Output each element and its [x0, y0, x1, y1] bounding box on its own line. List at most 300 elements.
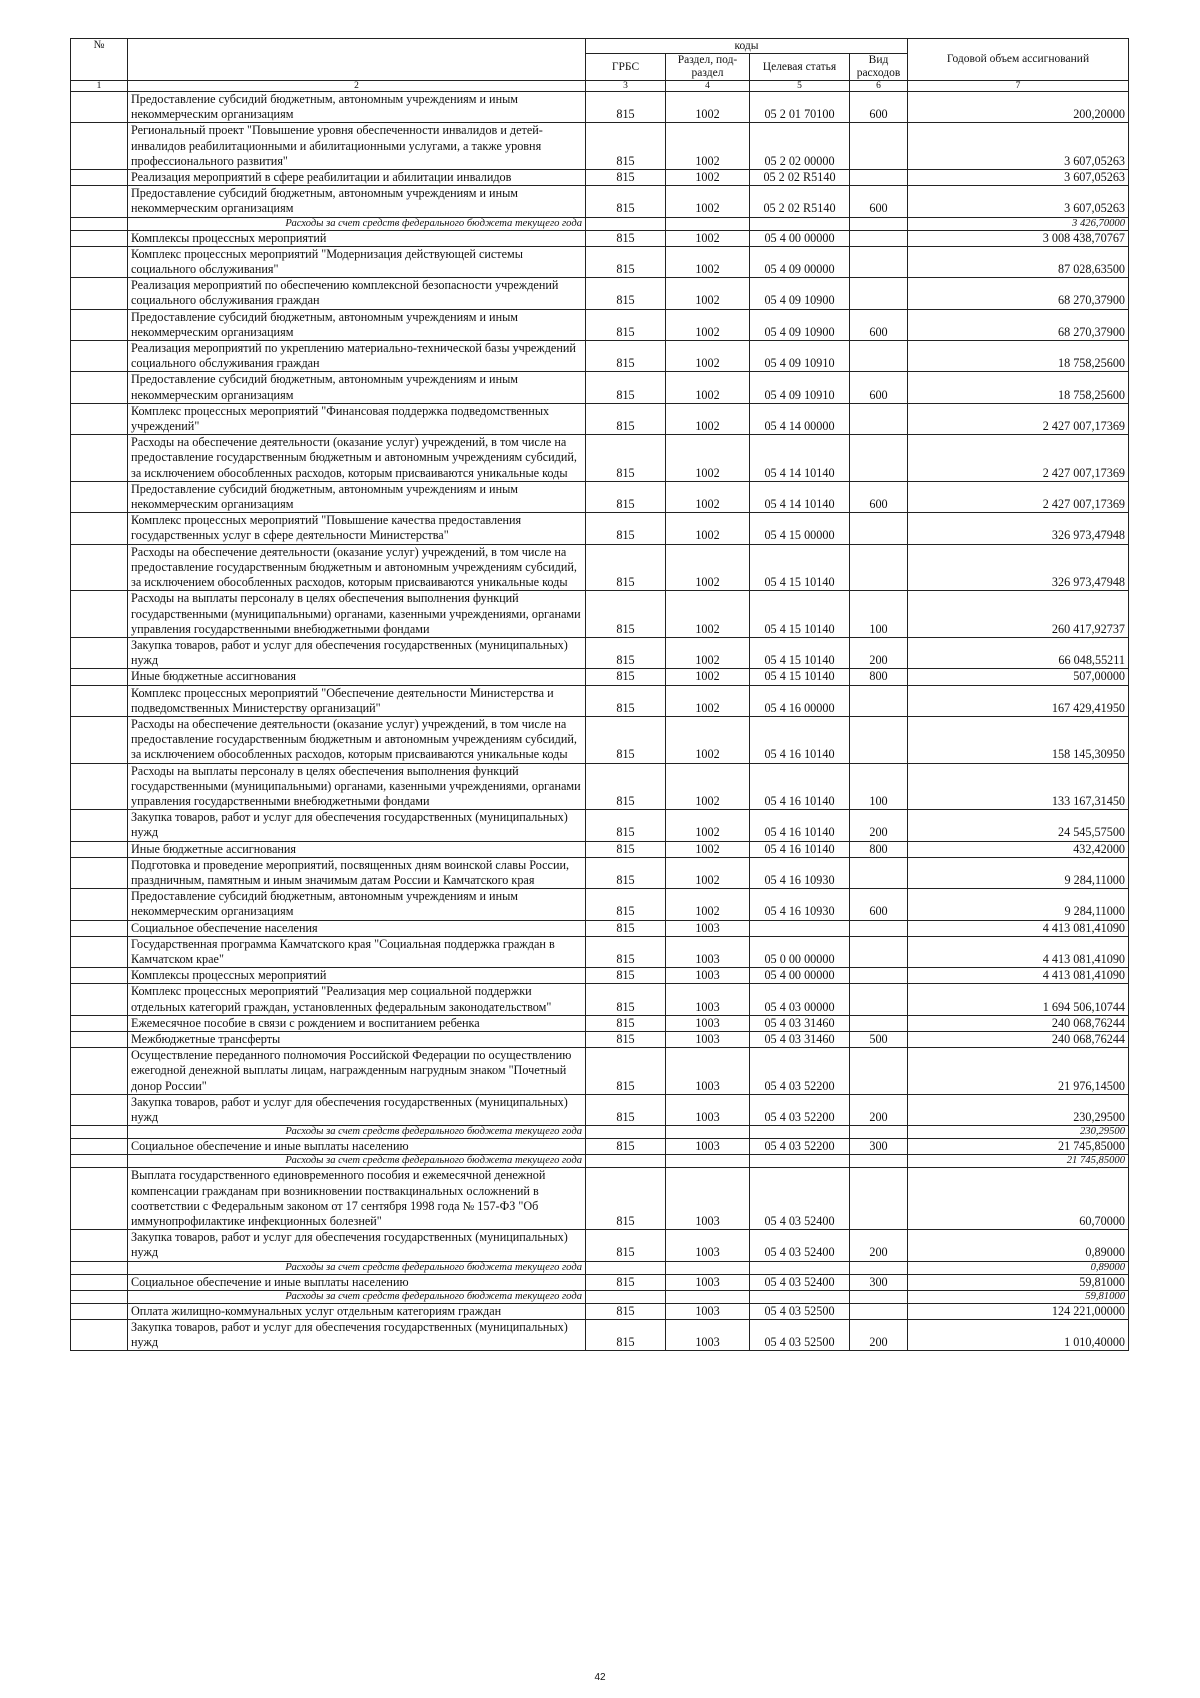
- row-name: Закупка товаров, работ и услуг для обеспечения государственных (муниципальных) нужд: [128, 810, 586, 841]
- row-number-cell: [71, 1031, 128, 1047]
- row-section: 1003: [666, 968, 750, 984]
- row-name: Предоставление субсидий бюджетным, автономным учреждениям и иным некоммерческим организациям: [128, 889, 586, 920]
- row-type: [850, 1290, 908, 1303]
- row-amount: 18 758,25600: [908, 372, 1129, 403]
- row-section: 1002: [666, 278, 750, 309]
- row-target: [750, 1155, 850, 1168]
- row-amount: 3 607,05263: [908, 186, 1129, 217]
- row-section: 1003: [666, 1230, 750, 1261]
- row-name: Предоставление субсидий бюджетным, автономным учреждениям и иным некоммерческим организациям: [128, 309, 586, 340]
- row-type: [850, 123, 908, 170]
- row-section: 1003: [666, 1048, 750, 1095]
- row-section: 1003: [666, 1139, 750, 1155]
- header-name: [128, 39, 586, 81]
- row-target: 05 4 16 10140: [750, 810, 850, 841]
- row-type: 200: [850, 1230, 908, 1261]
- row-number-cell: [71, 403, 128, 434]
- row-number-cell: [71, 372, 128, 403]
- row-name: Закупка товаров, работ и услуг для обеспечения государственных (муниципальных) нужд: [128, 1230, 586, 1261]
- table-row: [71, 186, 1129, 217]
- row-grbs: 815: [586, 1015, 666, 1031]
- row-target: 05 4 03 52500: [750, 1303, 850, 1319]
- row-target: 05 4 15 10140: [750, 669, 850, 685]
- row-name: Комплексы процессных мероприятий: [128, 230, 586, 246]
- row-amount: 68 270,37900: [908, 278, 1129, 309]
- row-number-cell: [71, 920, 128, 936]
- row-amount: 0,89000: [908, 1261, 1129, 1274]
- table-row: [71, 857, 1129, 888]
- row-grbs: 815: [586, 1094, 666, 1125]
- col-number-3: 3: [586, 81, 666, 92]
- row-type: [850, 435, 908, 482]
- row-grbs: 815: [586, 403, 666, 434]
- row-section: 1002: [666, 170, 750, 186]
- row-section: 1002: [666, 92, 750, 123]
- row-number-cell: [71, 936, 128, 967]
- row-target: 05 4 03 52200: [750, 1139, 850, 1155]
- row-type: [850, 230, 908, 246]
- row-number-cell: [71, 230, 128, 246]
- row-grbs: 815: [586, 1320, 666, 1351]
- row-target: 05 4 09 00000: [750, 246, 850, 277]
- row-type: [850, 1303, 908, 1319]
- row-name: Комплекс процессных мероприятий "Реализация мер социальной поддержки отдельных категорий граждан, установленных федеральным законодательством": [128, 984, 586, 1015]
- row-section: 1003: [666, 1320, 750, 1351]
- row-name: Расходы за счет средств федерального бюджета текущего года: [128, 1155, 586, 1168]
- row-section: 1002: [666, 246, 750, 277]
- row-target: 05 4 03 52500: [750, 1320, 850, 1351]
- row-amount: 0,89000: [908, 1230, 1129, 1261]
- row-target: 05 4 14 10140: [750, 435, 850, 482]
- row-grbs: 815: [586, 637, 666, 668]
- header-codes: коды: [586, 39, 908, 54]
- row-number-cell: [71, 685, 128, 716]
- col-number-5: 5: [750, 81, 850, 92]
- row-target: 05 4 03 00000: [750, 984, 850, 1015]
- table-row: [71, 685, 1129, 716]
- row-amount: 2 427 007,17369: [908, 435, 1129, 482]
- row-target: 05 4 15 10140: [750, 637, 850, 668]
- row-type: 500: [850, 1031, 908, 1047]
- row-amount: 18 758,25600: [908, 341, 1129, 372]
- row-number-cell: [71, 246, 128, 277]
- col-number-4: 4: [666, 81, 750, 92]
- row-target: 05 4 16 10930: [750, 857, 850, 888]
- row-grbs: 815: [586, 968, 666, 984]
- row-amount: 1 010,40000: [908, 1320, 1129, 1351]
- table-row: [71, 763, 1129, 810]
- row-amount: 4 413 081,41090: [908, 968, 1129, 984]
- federal-budget-note-row: [71, 1155, 1129, 1168]
- row-amount: 59,81000: [908, 1290, 1129, 1303]
- row-name: Расходы на выплаты персоналу в целях обеспечения выполнения функций государственными (муниципальными) органами, казенными учреждениями, органами управления государственными внебюджетными фондами: [128, 591, 586, 638]
- row-name: Закупка товаров, работ и услуг для обеспечения государственных (муниципальных) нужд: [128, 1094, 586, 1125]
- row-grbs: 815: [586, 544, 666, 591]
- row-section: 1002: [666, 810, 750, 841]
- row-number-cell: [71, 810, 128, 841]
- row-target: 05 4 16 10930: [750, 889, 850, 920]
- row-target: 05 4 09 10900: [750, 309, 850, 340]
- table-row: [71, 669, 1129, 685]
- row-type: 600: [850, 481, 908, 512]
- row-section: 1002: [666, 685, 750, 716]
- row-name: Комплексы процессных мероприятий: [128, 968, 586, 984]
- row-section: 1002: [666, 186, 750, 217]
- row-section: 1002: [666, 341, 750, 372]
- table-row: [71, 1048, 1129, 1095]
- row-amount: 59,81000: [908, 1274, 1129, 1290]
- row-name: Предоставление субсидий бюджетным, автономным учреждениям и иным некоммерческим организациям: [128, 92, 586, 123]
- row-section: 1003: [666, 936, 750, 967]
- row-name: Расходы за счет средств федерального бюджета текущего года: [128, 1290, 586, 1303]
- row-type: [850, 1168, 908, 1230]
- row-target: 05 4 03 31460: [750, 1031, 850, 1047]
- row-type: 300: [850, 1139, 908, 1155]
- row-target: [750, 1126, 850, 1139]
- table-row: [71, 544, 1129, 591]
- table-row: [71, 372, 1129, 403]
- row-grbs: 815: [586, 513, 666, 544]
- row-target: 05 2 01 70100: [750, 92, 850, 123]
- table-row: [71, 513, 1129, 544]
- row-grbs: 815: [586, 92, 666, 123]
- row-grbs: 815: [586, 1139, 666, 1155]
- row-grbs: 815: [586, 1303, 666, 1319]
- row-grbs: 815: [586, 1274, 666, 1290]
- row-target: 05 4 14 10140: [750, 481, 850, 512]
- row-number-cell: [71, 1303, 128, 1319]
- row-section: 1003: [666, 1274, 750, 1290]
- table-row: [71, 123, 1129, 170]
- row-section: 1003: [666, 1015, 750, 1031]
- row-target: 05 4 15 10140: [750, 591, 850, 638]
- row-type: 300: [850, 1274, 908, 1290]
- row-type: [850, 544, 908, 591]
- row-number-cell: [71, 309, 128, 340]
- row-section: 1003: [666, 1168, 750, 1230]
- row-grbs: 815: [586, 841, 666, 857]
- row-amount: 21 745,85000: [908, 1139, 1129, 1155]
- header-target: Целевая статья: [750, 54, 850, 81]
- table-header: [71, 39, 1129, 92]
- row-amount: 260 417,92737: [908, 591, 1129, 638]
- table-row: [71, 841, 1129, 857]
- row-amount: 66 048,55211: [908, 637, 1129, 668]
- row-section: 1002: [666, 669, 750, 685]
- header-section: Раздел, под-раздел: [666, 54, 750, 81]
- row-section: 1002: [666, 309, 750, 340]
- row-target: 05 2 02 00000: [750, 123, 850, 170]
- row-grbs: 815: [586, 246, 666, 277]
- header-number: №: [71, 39, 128, 81]
- row-name: Предоставление субсидий бюджетным, автономным учреждениям и иным некоммерческим организациям: [128, 186, 586, 217]
- row-grbs: 815: [586, 435, 666, 482]
- row-grbs: 815: [586, 372, 666, 403]
- table-row: [71, 1320, 1129, 1351]
- row-grbs: 815: [586, 309, 666, 340]
- row-type: [850, 513, 908, 544]
- row-type: 600: [850, 309, 908, 340]
- row-type: [850, 716, 908, 763]
- row-target: 05 4 15 10140: [750, 544, 850, 591]
- row-name: Предоставление субсидий бюджетным, автономным учреждениям и иным некоммерческим организациям: [128, 481, 586, 512]
- table-row: [71, 170, 1129, 186]
- row-amount: 432,42000: [908, 841, 1129, 857]
- row-amount: 2 427 007,17369: [908, 403, 1129, 434]
- row-amount: 21 976,14500: [908, 1048, 1129, 1095]
- row-type: [850, 685, 908, 716]
- row-grbs: 815: [586, 230, 666, 246]
- row-type: 600: [850, 889, 908, 920]
- row-type: [850, 341, 908, 372]
- row-section: 1002: [666, 403, 750, 434]
- row-grbs: 815: [586, 685, 666, 716]
- table-row: [71, 889, 1129, 920]
- row-target: 05 4 15 00000: [750, 513, 850, 544]
- row-section: 1002: [666, 637, 750, 668]
- row-type: [850, 984, 908, 1015]
- row-type: [850, 1261, 908, 1274]
- row-amount: 230,29500: [908, 1094, 1129, 1125]
- row-type: 200: [850, 637, 908, 668]
- row-amount: 507,00000: [908, 669, 1129, 685]
- row-number-cell: [71, 669, 128, 685]
- row-number-cell: [71, 170, 128, 186]
- row-amount: 133 167,31450: [908, 763, 1129, 810]
- row-type: 600: [850, 372, 908, 403]
- col-number-7: 7: [908, 81, 1129, 92]
- row-type: 200: [850, 810, 908, 841]
- row-grbs: 815: [586, 716, 666, 763]
- federal-budget-note-row: [71, 217, 1129, 230]
- row-name: Расходы на выплаты персоналу в целях обеспечения выполнения функций государственными (муниципальными) органами, казенными учреждениями, органами управления государственными внебюджетными фондами: [128, 763, 586, 810]
- row-type: [850, 170, 908, 186]
- row-target: 05 2 02 R5140: [750, 186, 850, 217]
- row-section: 1002: [666, 513, 750, 544]
- row-amount: 2 427 007,17369: [908, 481, 1129, 512]
- budget-table-sheet: [70, 38, 1128, 1351]
- row-name: Социальное обеспечение населения: [128, 920, 586, 936]
- budget-allocation-table: [70, 38, 1129, 1351]
- row-section: [666, 1261, 750, 1274]
- row-name: Региональный проект "Повышение уровня обеспеченности инвалидов и детей-инвалидов реабилитационными и абилитационными услугами, а также уровня профессионального развития": [128, 123, 586, 170]
- row-type: 200: [850, 1094, 908, 1125]
- row-grbs: 815: [586, 810, 666, 841]
- row-section: 1002: [666, 889, 750, 920]
- federal-budget-note-row: [71, 1290, 1129, 1303]
- row-name: Иные бюджетные ассигнования: [128, 841, 586, 857]
- table-row: [71, 435, 1129, 482]
- row-grbs: 815: [586, 1168, 666, 1230]
- row-grbs: 815: [586, 341, 666, 372]
- row-grbs: [586, 1290, 666, 1303]
- row-grbs: 815: [586, 591, 666, 638]
- table-row: [71, 481, 1129, 512]
- table-row: [71, 810, 1129, 841]
- row-target: 05 4 16 00000: [750, 685, 850, 716]
- row-grbs: 815: [586, 857, 666, 888]
- row-section: 1002: [666, 841, 750, 857]
- row-grbs: [586, 217, 666, 230]
- col-number-6: 6: [850, 81, 908, 92]
- row-target: 05 4 14 00000: [750, 403, 850, 434]
- row-number-cell: [71, 1048, 128, 1095]
- row-amount: 21 745,85000: [908, 1155, 1129, 1168]
- row-name: Реализация мероприятий по укреплению материально-технической базы учреждений социального обслуживания граждан: [128, 341, 586, 372]
- header-grbs: ГРБС: [586, 54, 666, 81]
- row-amount: 158 145,30950: [908, 716, 1129, 763]
- row-target: 05 4 00 00000: [750, 968, 850, 984]
- row-name: Реализация мероприятий в сфере реабилитации и абилитации инвалидов: [128, 170, 586, 186]
- row-number-cell: [71, 435, 128, 482]
- row-number-cell: [71, 1320, 128, 1351]
- row-number-cell: [71, 1094, 128, 1125]
- row-type: [850, 936, 908, 967]
- col-number-1: 1: [71, 81, 128, 92]
- row-section: 1002: [666, 591, 750, 638]
- row-grbs: 815: [586, 669, 666, 685]
- table-row: [71, 1031, 1129, 1047]
- row-number-cell: [71, 1274, 128, 1290]
- row-name: Реализация мероприятий по обеспечению комплексной безопасности учреждений социального обслуживания граждан: [128, 278, 586, 309]
- row-grbs: 815: [586, 1230, 666, 1261]
- row-name: Государственная программа Камчатского края "Социальная поддержка граждан в Камчатском крае": [128, 936, 586, 967]
- table-row: [71, 1274, 1129, 1290]
- row-amount: 1 694 506,10744: [908, 984, 1129, 1015]
- table-row: [71, 246, 1129, 277]
- header-amount: Годовой объем ассигнований: [908, 39, 1129, 81]
- row-target: 05 4 00 00000: [750, 230, 850, 246]
- row-name: Расходы за счет средств федерального бюджета текущего года: [128, 217, 586, 230]
- table-row: [71, 230, 1129, 246]
- row-target: [750, 920, 850, 936]
- row-type: 200: [850, 1320, 908, 1351]
- row-type: 800: [850, 841, 908, 857]
- row-name: Расходы за счет средств федерального бюджета текущего года: [128, 1126, 586, 1139]
- row-name: Подготовка и проведение мероприятий, посвященных дням воинской славы России, праздничным, памятным и иным значимым датам России и Камчатского края: [128, 857, 586, 888]
- row-amount: 3 426,70000: [908, 217, 1129, 230]
- row-section: [666, 217, 750, 230]
- row-name: Ежемесячное пособие в связи с рождением и воспитанием ребенка: [128, 1015, 586, 1031]
- row-grbs: [586, 1261, 666, 1274]
- row-amount: 87 028,63500: [908, 246, 1129, 277]
- row-amount: 3 607,05263: [908, 170, 1129, 186]
- row-section: 1002: [666, 230, 750, 246]
- row-section: 1003: [666, 920, 750, 936]
- row-name: Расходы на обеспечение деятельности (оказание услуг) учреждений, в том числе на предоставление государственным бюджетным и автономным учреждениям субсидий, за исключением обособленных расходов, которым присваиваются уникальные коды: [128, 716, 586, 763]
- row-amount: 240 068,76244: [908, 1015, 1129, 1031]
- row-grbs: 815: [586, 936, 666, 967]
- row-amount: 9 284,11000: [908, 857, 1129, 888]
- row-number-cell: [71, 763, 128, 810]
- row-target: 05 4 09 10900: [750, 278, 850, 309]
- row-section: 1003: [666, 1031, 750, 1047]
- row-section: 1002: [666, 123, 750, 170]
- row-number-cell: [71, 92, 128, 123]
- row-amount: 200,20000: [908, 92, 1129, 123]
- row-number-cell: [71, 1168, 128, 1230]
- table-row: [71, 936, 1129, 967]
- row-target: 05 4 16 10140: [750, 763, 850, 810]
- row-number-cell: [71, 857, 128, 888]
- row-target: 05 4 09 10910: [750, 372, 850, 403]
- row-grbs: 815: [586, 763, 666, 810]
- row-target: 05 0 00 00000: [750, 936, 850, 967]
- row-type: [850, 278, 908, 309]
- row-grbs: 815: [586, 1031, 666, 1047]
- row-target: [750, 1261, 850, 1274]
- row-grbs: 815: [586, 481, 666, 512]
- row-target: 05 4 03 52200: [750, 1048, 850, 1095]
- row-amount: 326 973,47948: [908, 513, 1129, 544]
- row-type: 600: [850, 186, 908, 217]
- row-grbs: 815: [586, 186, 666, 217]
- table-row: [71, 309, 1129, 340]
- row-number-cell: [71, 591, 128, 638]
- row-number-cell: [71, 341, 128, 372]
- row-target: 05 4 16 10140: [750, 841, 850, 857]
- page-number: 42: [594, 1672, 606, 1683]
- row-type: [850, 246, 908, 277]
- row-grbs: 815: [586, 123, 666, 170]
- row-type: [850, 857, 908, 888]
- federal-budget-note-row: [71, 1261, 1129, 1274]
- row-type: [850, 217, 908, 230]
- row-number-cell: [71, 968, 128, 984]
- row-number-cell: [71, 278, 128, 309]
- row-name: Выплата государственного единовременного пособия и ежемесячной денежной компенсации гражданам при возникновении поствакцинальных осложнений в соответствии с Федеральным законом от 17 сентября 1998 года № 157-ФЗ "Об иммунопрофилактике инфекционных болезней": [128, 1168, 586, 1230]
- row-amount: 9 284,11000: [908, 889, 1129, 920]
- table-row: [71, 1139, 1129, 1155]
- table-row: [71, 920, 1129, 936]
- row-grbs: 815: [586, 278, 666, 309]
- row-section: 1002: [666, 481, 750, 512]
- table-row: [71, 968, 1129, 984]
- row-target: [750, 1290, 850, 1303]
- table-row: [71, 92, 1129, 123]
- row-grbs: 815: [586, 1048, 666, 1095]
- row-name: Комплекс процессных мероприятий "Финансовая поддержка подведомственных учреждений": [128, 403, 586, 434]
- row-grbs: 815: [586, 920, 666, 936]
- row-target: 05 4 03 52200: [750, 1094, 850, 1125]
- row-number-cell: [71, 1155, 128, 1168]
- row-name: Закупка товаров, работ и услуг для обеспечения государственных (муниципальных) нужд: [128, 637, 586, 668]
- row-section: 1002: [666, 544, 750, 591]
- row-type: 600: [850, 92, 908, 123]
- row-type: 100: [850, 591, 908, 638]
- row-grbs: [586, 1126, 666, 1139]
- table-row: [71, 341, 1129, 372]
- row-name: Расходы на обеспечение деятельности (оказание услуг) учреждений, в том числе на предоставление государственным бюджетным и автономным учреждениям субсидий, за исключением обособленных расходов, которым присваиваются уникальные коды: [128, 544, 586, 591]
- header-type: Вид расходов: [850, 54, 908, 81]
- row-number-cell: [71, 544, 128, 591]
- row-target: 05 4 03 52400: [750, 1168, 850, 1230]
- row-amount: 3 607,05263: [908, 123, 1129, 170]
- row-number-cell: [71, 1261, 128, 1274]
- row-section: 1003: [666, 984, 750, 1015]
- row-number-cell: [71, 123, 128, 170]
- row-name: Закупка товаров, работ и услуг для обеспечения государственных (муниципальных) нужд: [128, 1320, 586, 1351]
- row-name: Расходы на обеспечение деятельности (оказание услуг) учреждений, в том числе на предоставление государственным бюджетным и автономным учреждениям субсидий, за исключением обособленных расходов, которым присваиваются уникальные коды: [128, 435, 586, 482]
- row-number-cell: [71, 889, 128, 920]
- row-number-cell: [71, 513, 128, 544]
- row-name: Межбюджетные трансферты: [128, 1031, 586, 1047]
- row-target: 05 4 03 31460: [750, 1015, 850, 1031]
- header-column-numbers: [71, 81, 1129, 92]
- col-number-2: 2: [128, 81, 586, 92]
- table-row: [71, 1015, 1129, 1031]
- row-section: [666, 1155, 750, 1168]
